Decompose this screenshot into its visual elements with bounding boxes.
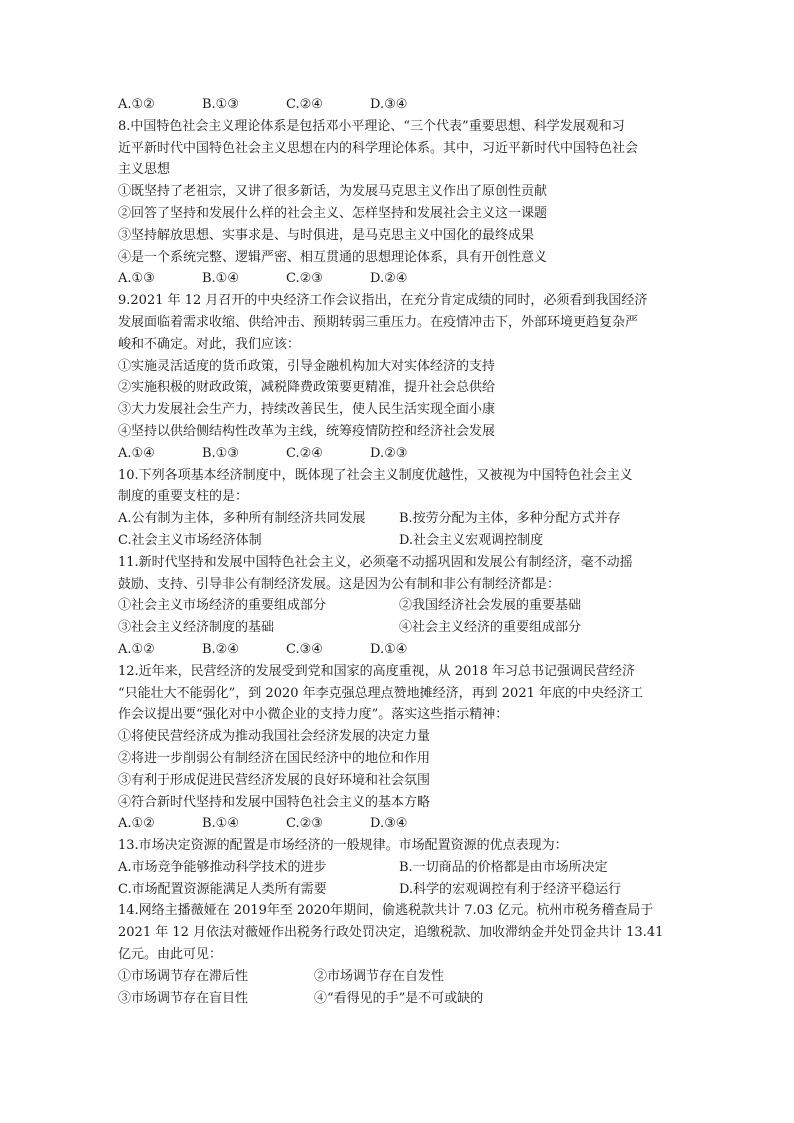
q12-options [118, 813, 680, 835]
q7-option-d: D.③④ [370, 97, 408, 112]
q8-item: ①既坚持了老祖宗，又讲了很多新话，为发展马克思主义作出了原创性贡献 [118, 184, 548, 200]
q13-options-row [118, 879, 680, 901]
q11-stem-line: 鼓励、支持、引导非公有制经济发展。这是因为公有制和非公有制经济都是： [118, 576, 561, 592]
q11-items-row [118, 617, 680, 639]
q9-stem-line: 峻和不确定。对此，我们应该： [118, 336, 301, 352]
q7-option-a: A.①② [118, 97, 155, 112]
q12-item: ④符合新时代坚持和发展中国特色社会主义的基本方略 [118, 794, 431, 810]
q9-option-b: B.①③ [202, 445, 239, 461]
question-9 [118, 290, 680, 464]
q11-item: ④社会主义经济的重要组成部分 [399, 620, 582, 636]
q8-option-d: D.②④ [370, 271, 408, 287]
question-14 [118, 900, 680, 1009]
q11-option-b: B.②④ [202, 641, 239, 657]
q12-option-c: C.②③ [286, 816, 323, 832]
q12-option-d: D.③④ [370, 816, 408, 832]
q13-option-c: C.市场配置资源能满足人类所有需要 [118, 881, 327, 897]
q13-option-d: D.科学的宏观调控有利于经济平稳运行 [399, 881, 622, 897]
q14-stem-line: 2021 年 12 月依法对薇娅作出税务行政处罚决定，追缴税款、加收滞纳金并处罚金共计 13.41 [118, 925, 664, 941]
q11-item: ①社会主义市场经济的重要组成部分 [118, 598, 327, 614]
q13-options-row [118, 857, 680, 879]
q11-stem-line: 11.新时代坚持和发展中国特色社会主义，必须毫不动摇巩固和发展公有制经济，毫不动摇 [118, 554, 633, 570]
q11-option-d: D.①④ [370, 641, 408, 657]
q8-stem-line: 近平新时代中国特色社会主义思想在内的科学理论体系。其中，习近平新时代中国特色社会 [118, 140, 639, 156]
q11-option-c: C.③④ [286, 641, 323, 657]
q14-item: ③市场调节存在盲目性 [118, 990, 249, 1006]
q8-option-b: B.①④ [202, 271, 239, 287]
q9-item: ①实施灵活适度的货币政策，引导金融机构加大对实体经济的支持 [118, 358, 496, 374]
q7-options [118, 94, 680, 116]
q8-item: ③坚持解放思想、实事求是、与时俱进，是马克思主义中国化的最终成果 [118, 227, 535, 243]
q10-option-b: B.按劳分配为主体，多种分配方式并存 [399, 511, 621, 527]
question-13 [118, 835, 680, 900]
q12-option-b: B.①④ [202, 816, 239, 832]
q10-option-c: C.社会主义市场经济体制 [118, 532, 262, 548]
q14-item: ④“看得见的手”是不可或缺的 [314, 990, 484, 1006]
q11-option-a: A.①② [118, 641, 155, 657]
question-8 [118, 116, 680, 290]
question-11 [118, 552, 680, 661]
q9-options [118, 443, 680, 465]
q13-option-b: B.一切商品的价格都是由市场所决定 [399, 859, 608, 875]
q12-item: ①将使民营经济成为推动我国社会经济发展的决定力量 [118, 729, 431, 745]
q12-stem-line: “只能壮大不能弱化”，到 2020 年李克强总理点赞地摊经济，再到 2021 年底的中央经济工 [118, 685, 643, 701]
q8-stem-line: 8.中国特色社会主义理论体系是包括邓小平理论、“三个代表”重要思想、科学发展观和习 [118, 118, 625, 134]
q10-options-row [118, 508, 680, 530]
q12-item: ③有利于形成促进民营经济发展的良好环境和社会氛围 [118, 772, 431, 788]
q14-item: ①市场调节存在滞后性 [118, 968, 249, 984]
q9-stem-line: 9.2021 年 12 月召开的中央经济工作会议指出，在充分肯定成绩的同时，必须看到我国经济 [118, 293, 648, 309]
q11-items-row [118, 595, 680, 617]
q10-options-row [118, 530, 680, 552]
q9-option-c: C.②④ [286, 445, 323, 461]
q9-item: ④坚持以供给侧结构性改革为主线，统筹疫情防控和经济社会发展 [118, 423, 496, 439]
q8-stem-line: 主义思想 [118, 162, 171, 178]
q9-option-a: A.①④ [118, 445, 155, 461]
q12-stem-line: 作会议提出要“强化对中小微企业的支持力度”。落实这些指示精神： [118, 707, 509, 723]
q8-option-c: C.②③ [286, 271, 323, 287]
q14-items-row [118, 966, 680, 988]
q8-item: ④是一个系统完整、逻辑严密、相互贯通的思想理论体系，具有开创性意义 [118, 249, 548, 265]
q11-options [118, 639, 680, 661]
q13-option-a: A.市场竞争能够推动科学技术的进步 [118, 859, 327, 875]
q9-stem-line: 发展面临着需求收缩、供给冲击、预期转弱三重压力。在疫情冲击下，外部环境更趋复杂严 [118, 314, 639, 330]
exam-page [118, 94, 680, 1009]
q10-stem-line: 制度的重要支柱的是： [118, 489, 249, 505]
q10-stem-line: 10.下列各项基本经济制度中，既体现了社会主义制度优越性，又被视为中国特色社会主义 [118, 467, 633, 483]
q9-item: ③大力发展社会生产力，持续改善民生，使人民生活实现全面小康 [118, 402, 496, 418]
q12-item: ②将进一步削弱公有制经济在国民经济中的地位和作用 [118, 750, 431, 766]
question-12 [118, 661, 680, 835]
q9-item: ②实施积极的财政政策，减税降费政策要更精准，提升社会总供给 [118, 380, 496, 396]
q14-items-row [118, 988, 680, 1010]
q10-option-d: D.社会主义宏观调控制度 [399, 532, 544, 548]
question-10 [118, 465, 680, 552]
q14-item: ②市场调节存在自发性 [314, 968, 445, 984]
q12-stem-line: 12.近年来，民营经济的发展受到党和国家的高度重视，从 2018 年习总书记强调民营经济 [118, 663, 636, 679]
q14-stem-line: 亿元。由此可见： [118, 947, 223, 963]
q12-option-a: A.①② [118, 816, 155, 832]
q11-item: ③社会主义经济制度的基础 [118, 620, 275, 636]
q8-options [118, 268, 680, 290]
q8-option-a: A.①③ [118, 271, 155, 287]
q8-item: ②回答了坚持和发展什么样的社会主义、怎样坚持和发展社会主义这一课题 [118, 205, 548, 221]
q9-option-d: D.②③ [370, 445, 408, 461]
q14-stem-line: 14.网络主播薇娅在 2019年至 2020年期间，偷逃税款共计 7.03 亿元。杭州市税务稽查局于 [118, 903, 654, 919]
q10-option-a: A.公有制为主体，多种所有制经济共同发展 [118, 511, 366, 527]
q7-option-b: B.①③ [202, 97, 239, 112]
q11-item: ②我国经济社会发展的重要基础 [399, 598, 582, 614]
q13-stem-line: 13.市场决定资源的配置是市场经济的一般规律。市场配置资源的优点表现为： [118, 838, 568, 854]
q7-option-c: C.②④ [286, 97, 323, 112]
